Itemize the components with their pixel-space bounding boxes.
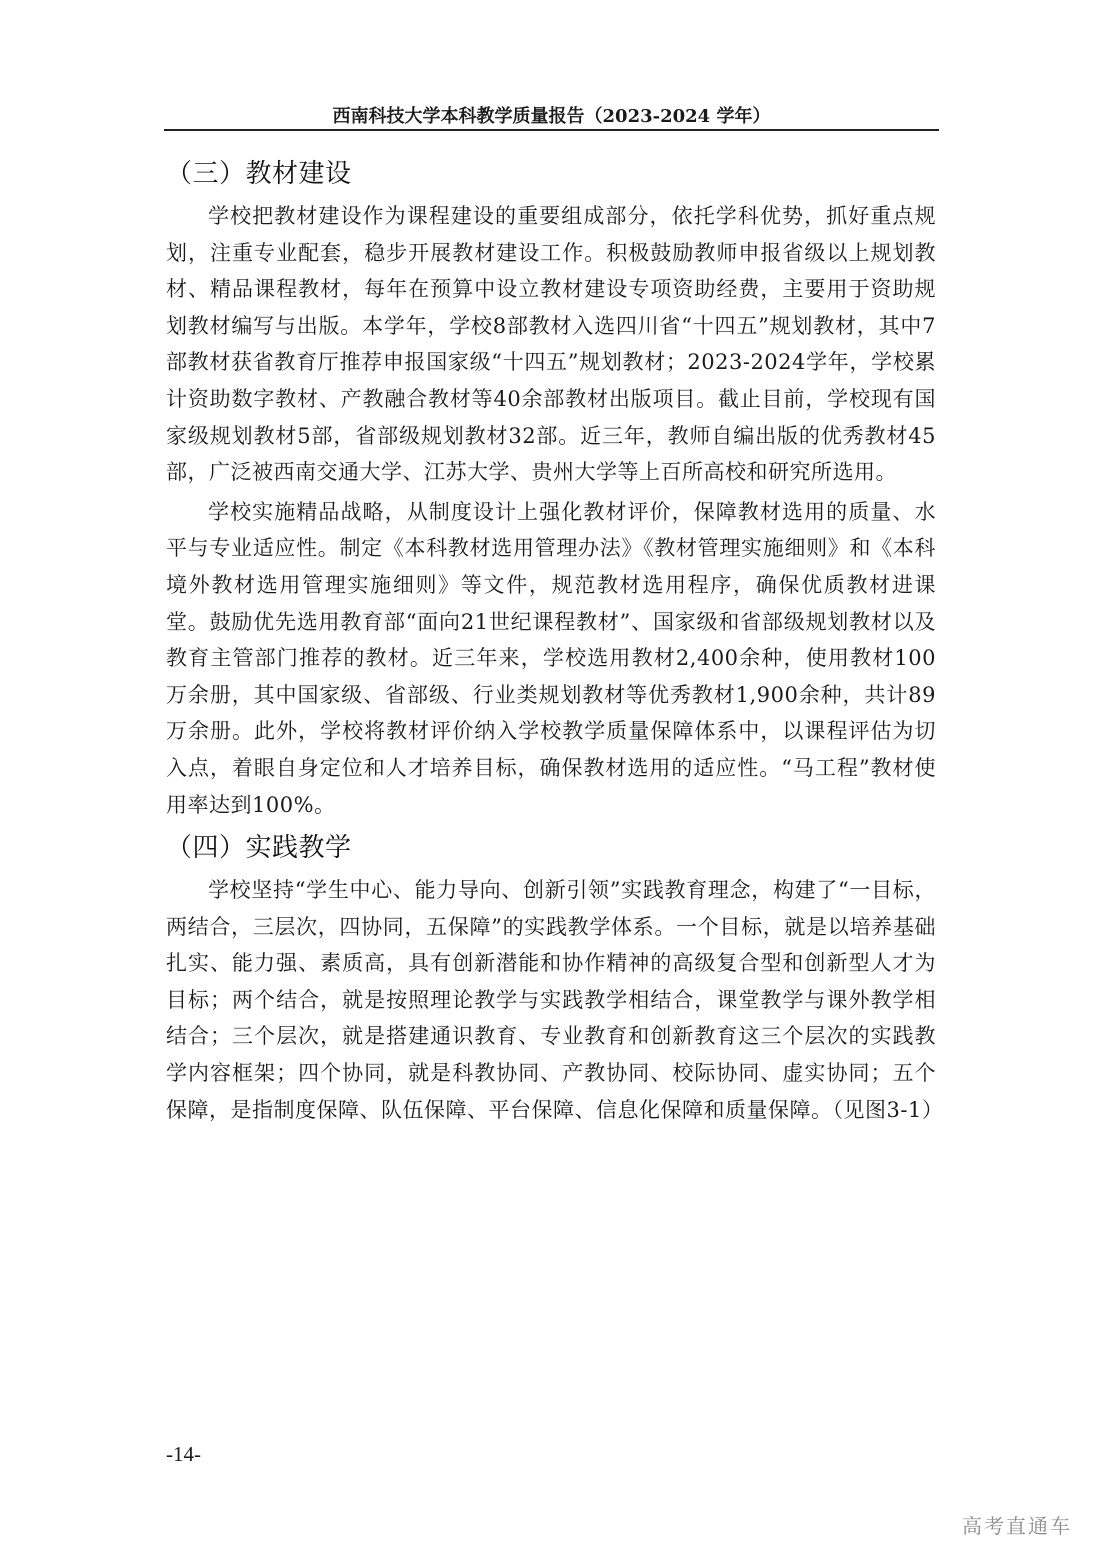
page-body [166, 152, 944, 1128]
paragraph-textbook-1: 学校把教材建设作为课程建设的重要组成部分，依托学科优势，抓好重点规划，注重专业配套，稳步开展教材建设工作。积极鼓励教师申报省级以上规划教材、精品课程教材，每年在预算中设立教材建设专项资助经费，主要用于资助规划教材编写与出版。本学年，学校8部教材入选四川省“十四五”规划教材，其中7部教材获省教育厅推荐申报国家级“十四五”规划教材；2023-2024学年，学校累计资助数字教材、产教融合教材等40余部教材出版项目。截止目前，学校现有国家级规划教材5部，省部级规划教材32部。近三年，教师自编出版的优秀教材45部，广泛被西南交通大学、江苏大学、贵州大学等上百所高校和研究所选用。 [166, 204, 936, 485]
paragraph-textbook-2: 学校实施精品战略，从制度设计上强化教材评价，保障教材选用的质量、水平与专业适应性。制定《本科教材选用管理办法》《教材管理实施细则》和《本科境外教材选用管理实施细则》等文件，规范教材选用程序，确保优质教材进课堂。鼓励优先选用教育部“面向21世纪课程教材”、国家级和省部级规划教材以及教育主管部门推荐的教材。近三年来，学校选用教材2,400余种，使用教材100万余册，其中国家级、省部级、行业类规划教材等优秀教材1,900余种，共计89万余册。此外，学校将教材评价纳入学校教学质量保障体系中，以课程评估为切入点，着眼自身定位和人才培养目标，确保教材选用的适应性。“马工程”教材使用率达到100%。 [166, 499, 936, 817]
page-number: -14- [166, 1442, 201, 1466]
section-heading-practice: （四）实践教学 [166, 833, 352, 864]
watermark: 高考直通车 [962, 1514, 1072, 1538]
section-heading-textbook: （三）教材建设 [166, 159, 352, 189]
paragraph-practice-1: 学校坚持“学生中心、能力导向、创新引领”实践教育理念，构建了“一目标，两结合，三层次，四协同，五保障”的实践教学体系。一个目标，就是以培养基础扎实、能力强、素质高，具有创新潜能和协作精神的高级复合型和创新型人才为目标；两个结合，就是按照理论教学与实践教学相结合，课堂教学与课外教学相结合；三个层次，就是搭建通识教育、专业教育和创新教育这三个层次的实践教学内容框架；四个协同，就是科教协同、产教协同、校际协同、虚实协同；五个保障，是指制度保障、队伍保障、平台保障、信息化保障和质量保障。（见图3-1） [166, 878, 944, 1122]
header-rule [164, 129, 939, 131]
running-header: 西南科技大学本科教学质量报告（2023-2024 学年） [332, 106, 771, 127]
